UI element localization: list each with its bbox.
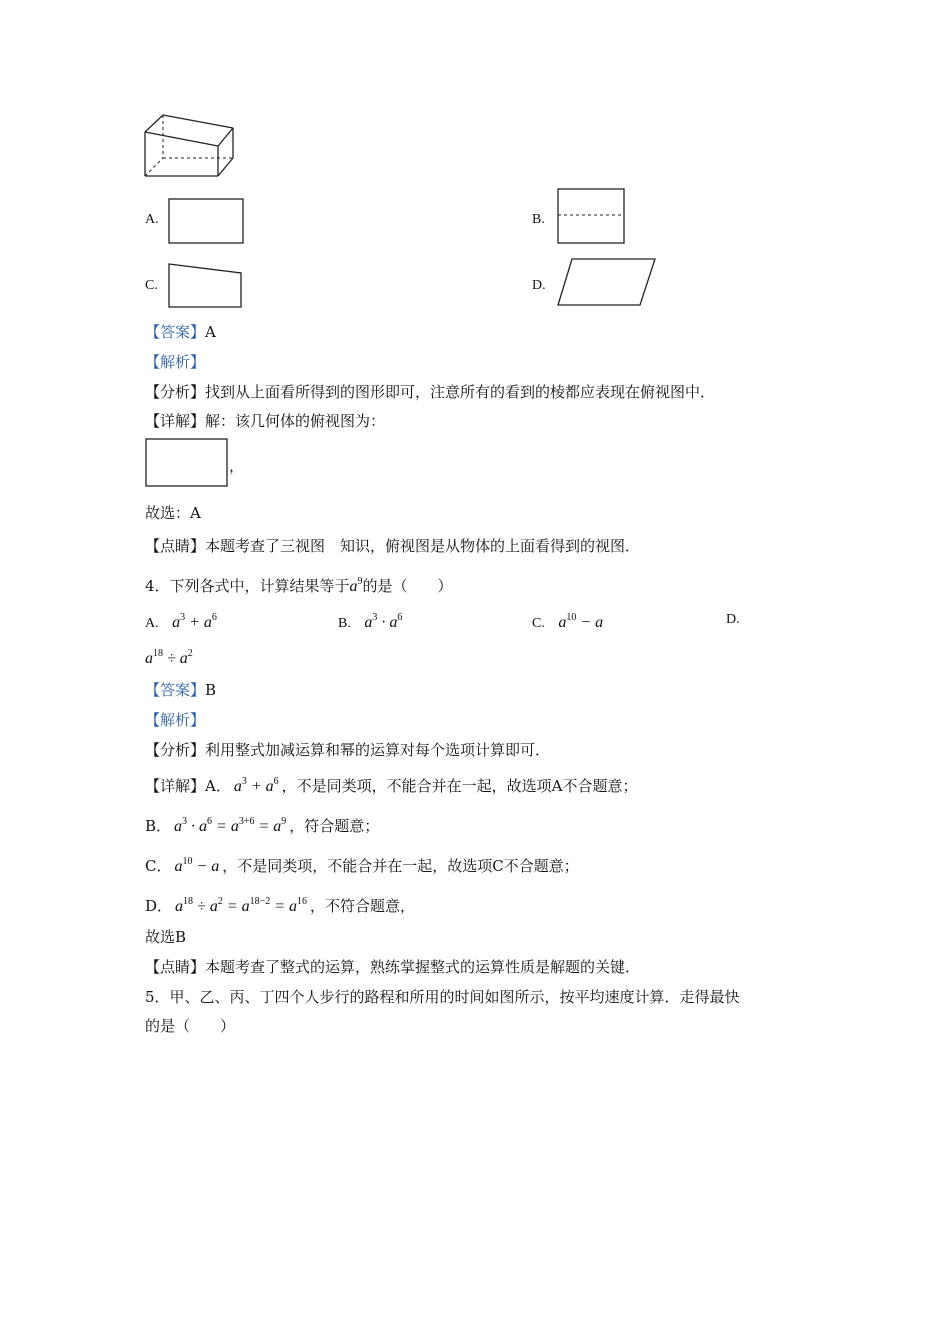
- q4-opt-d-label: D.: [726, 612, 740, 627]
- q4-xiangjie-b: B． $a^3 \cdot a^6 = a^{3+6} = a^9$ ，符合题意；: [145, 816, 380, 835]
- q3-fenxi: [145, 382, 715, 402]
- q4-option-d-expr: $a^{18} \div a^2$: [145, 648, 193, 667]
- q4-option-c: C. $a^{10} - a$: [532, 612, 604, 631]
- dianjing-tag: 【点睛】: [145, 537, 206, 555]
- q4-xiangjie-d: D． $a^{18} \div a^2 = a^{18-2} = a^{16}$ ，不符合题意，: [145, 896, 416, 915]
- option-d-label: D.: [532, 278, 546, 293]
- analysis-tag: 【解析】: [145, 711, 206, 729]
- q3-analysis-heading: [145, 352, 205, 372]
- q4-fenxi: [145, 740, 550, 760]
- xiangjie-tag: 【详解】: [145, 412, 206, 430]
- xiangjie-tag: 【详解】: [145, 777, 206, 795]
- answer-tag: 【答案】: [145, 323, 206, 341]
- q4-answer: [145, 680, 216, 700]
- q4-choose: 故选B: [145, 928, 187, 946]
- fenxi-text: 利用整式加减运算和幂的运算对每个选项计算即可．: [205, 741, 551, 759]
- fenxi-tag: 【分析】: [145, 383, 206, 401]
- q3-dianjing: [145, 536, 640, 556]
- option-a-label: A.: [145, 212, 159, 227]
- top-view-rectangle: [145, 438, 229, 488]
- q3-xiangjie: [145, 411, 385, 431]
- line-c-pre: C．: [145, 857, 172, 875]
- q4-stem-post: 的是（ ）: [362, 577, 453, 595]
- line-b-pre: B．: [145, 817, 172, 835]
- q4-opt-b-label: B.: [338, 616, 351, 631]
- answer-value: A: [205, 323, 216, 341]
- line-a-post: ，不是同类项，不能合并在一起，故选项A不合题意；: [281, 777, 638, 795]
- q4-opt-c-label: C.: [532, 616, 545, 631]
- q4-option-a: A. $a^3 + a^6$: [145, 612, 217, 631]
- dianjing-text: 本题考查了整式的运算，熟练掌握整式的运算性质是解题的关键．: [205, 958, 641, 976]
- solid-figure: [140, 110, 240, 182]
- option-c-trapezoid: [168, 263, 244, 309]
- q5-stem-line1: 5．甲、乙、丙、丁四个人步行的路程和所用的时间如图所示，按平均速度计算．走得最快: [145, 988, 740, 1006]
- q4-option-d: [726, 612, 740, 628]
- line-d-post: ，不符合题意，: [310, 897, 416, 915]
- top-view-comma: ，: [229, 457, 245, 475]
- line-b-post: ，符合题意；: [289, 817, 380, 835]
- fenxi-text: 找到从上面看所得到的图形即可，注意所有的看到的棱都应表现在俯视图中．: [205, 383, 716, 401]
- line-c-post: ，不是同类项，不能合并在一起，故选项C不合题意；: [222, 857, 579, 875]
- q3-choose: 故选：A: [145, 504, 201, 522]
- line-d-pre: D．: [145, 897, 173, 915]
- dianjing-text: 本题考查了三视图 知识，俯视图是从物体的上面看得到的视图．: [205, 537, 641, 555]
- analysis-tag: 【解析】: [145, 353, 206, 371]
- q4-option-b: B. $a^3 \cdot a^6$: [338, 612, 403, 631]
- option-d-parallelogram: [556, 257, 658, 307]
- q4-analysis-heading: [145, 710, 205, 730]
- q3-answer: [145, 322, 216, 342]
- answer-tag: 【答案】: [145, 681, 206, 699]
- option-a-rectangle: [168, 198, 244, 244]
- line-a-pre: A．: [205, 777, 231, 795]
- option-c-label: C.: [145, 278, 158, 293]
- answer-value: B: [205, 681, 217, 699]
- q4-xiangjie-a: 【详解】A． $a^3 + a^6$ ，不是同类项，不能合并在一起，故选项A不合题意；: [145, 776, 638, 795]
- q4-target-expr: $a^9$: [349, 576, 363, 595]
- q4-stem-pre: 4．下列各式中，计算结果等于: [145, 577, 350, 595]
- xiangjie-text: 解：该几何体的俯视图为：: [205, 412, 386, 430]
- q4-stem: [145, 572, 453, 597]
- fenxi-tag: 【分析】: [145, 741, 206, 759]
- dianjing-tag: 【点睛】: [145, 958, 206, 976]
- q4-opt-a-label: A.: [145, 616, 159, 631]
- option-b-label: B.: [532, 212, 545, 227]
- q5-stem-line2: 的是（ ）: [145, 1017, 236, 1035]
- q4-xiangjie-c: C． $a^{10} - a$ ，不是同类项，不能合并在一起，故选项C不合题意；: [145, 856, 579, 875]
- option-b-rectangle-dashed: [557, 188, 625, 244]
- q4-dianjing: [145, 957, 640, 977]
